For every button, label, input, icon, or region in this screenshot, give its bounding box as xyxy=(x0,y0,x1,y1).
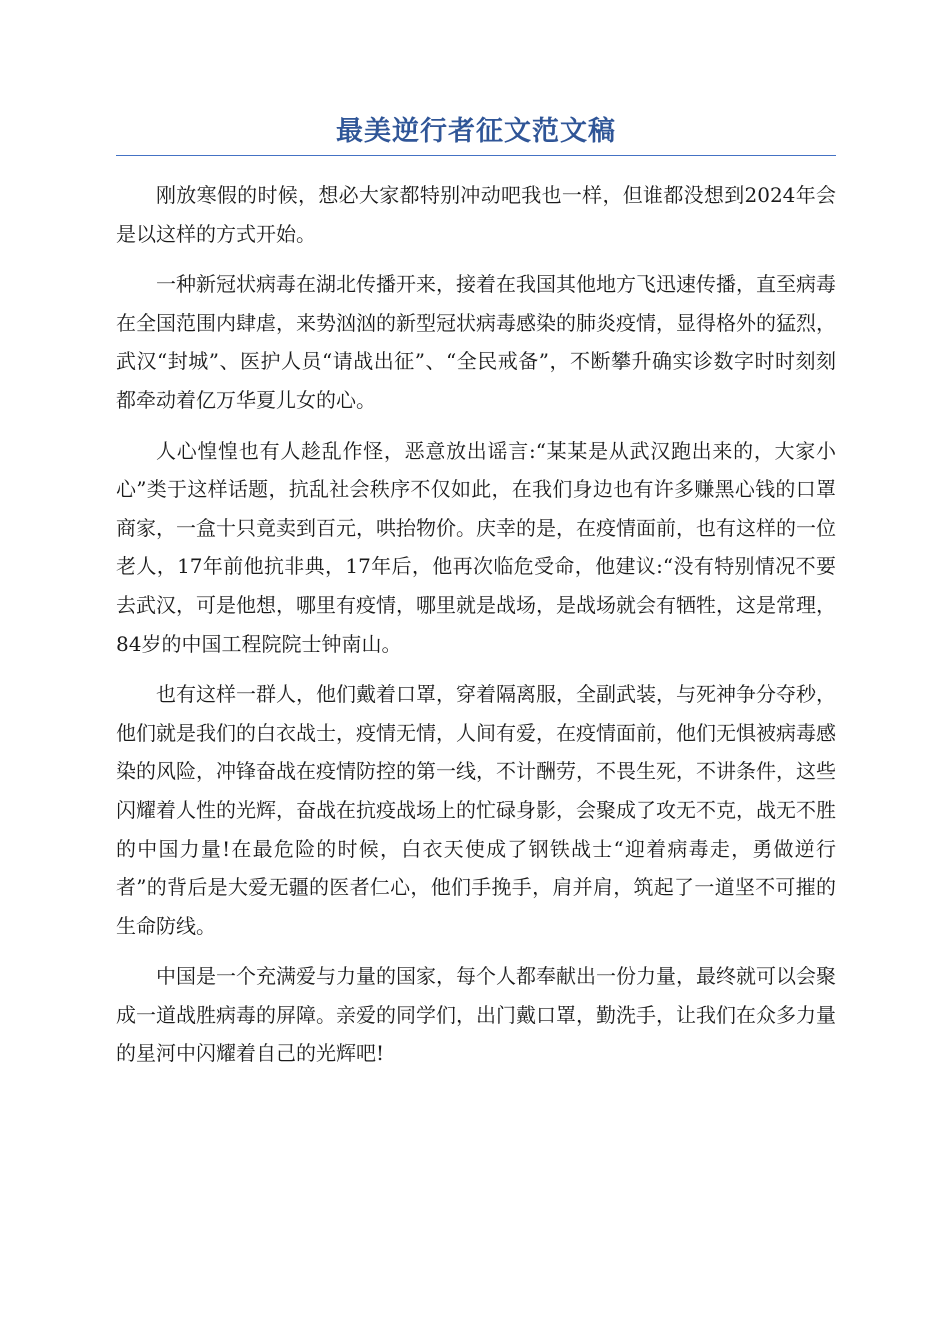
document-page xyxy=(116,112,836,1085)
title-underline xyxy=(116,155,836,156)
paragraph-5: 中国是一个充满爱与力量的国家，每个人都奉献出一份力量，最终就可以会聚成一道战胜病毒的屏障。亲爱的同学们，出门戴口罩，勤洗手，让我们在众多力量的星河中闪耀着自己的光辉吧! xyxy=(116,964,836,1066)
paragraph-4: 也有这样一群人，他们戴着口罩，穿着隔离服，全副武装，与死神争分夺秒，他们就是我们的白衣战士，疫情无情，人间有爱，在疫情面前，他们无惧被病毒感染的风险，冲锋奋战在疫情防控的第一线，不计酬劳，不畏生死，不讲条件，这些闪耀着人性的光辉，奋战在抗疫战场上的忙碌身影，会聚成了攻无不克，战无不胜的中国力量!在最危险的时候，白衣天使成了钢铁战士“迎着病毒走，勇做逆行者”的背后是大爱无疆的医者仁心，他们手挽手，肩并肩，筑起了一道坚不可摧的生命防线。 xyxy=(116,682,836,938)
document-title: 最美逆行者征文范文稿 xyxy=(336,116,616,147)
paragraph-2: 一种新冠状病毒在湖北传播开来，接着在我国其他地方飞迅速传播，直至病毒在全国范围内肆虐，来势汹汹的新型冠状病毒感染的肺炎疫情，显得格外的猛烈，武汉“封城”、医护人员“请战出征”、“全民戒备”，不断攀升确实诊数字时时刻刻都牵动着亿万华夏儿女的心。 xyxy=(116,272,836,412)
paragraph-1: 刚放寒假的时候，想必大家都特别冲动吧我也一样，但谁都没想到2024年会是以这样的方式开始。 xyxy=(116,183,836,246)
paragraph-3: 人心惶惶也有人趁乱作怪，恶意放出谣言:“某某是从武汉跑出来的，大家小心”类于这样话题，抗乱社会秩序不仅如此，在我们身边也有许多赚黑心钱的口罩商家，一盒十只竟卖到百元，哄抬物价。庆幸的是，在疫情面前，也有这样的一位老人，17年前他抗非典，17年后，他再次临危受命，他建议:“没有特别情况不要去武汉，可是他想，哪里有疫情，哪里就是战场，是战场就会有牺牲，这是常理，84岁的中国工程院院士钟南山。 xyxy=(116,438,836,656)
